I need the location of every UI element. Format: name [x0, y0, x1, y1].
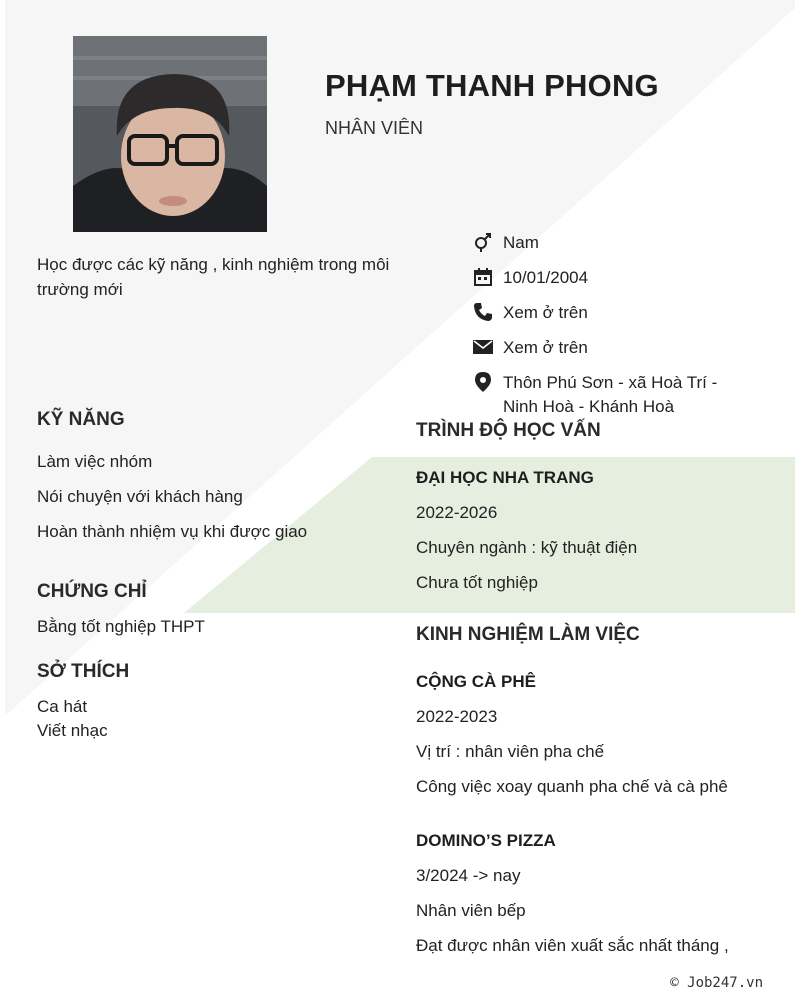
- experience-entry: [416, 829, 786, 969]
- certificate-item: Bằng tốt nghiệp THPT: [37, 617, 205, 636]
- company-name: DOMINO’S PIZZA: [416, 831, 556, 850]
- job-description: Công việc xoay quanh pha chế và cà phê: [416, 777, 728, 796]
- career-objective: Học được các kỹ năng , kinh nghiệm trong môi trường mới: [37, 255, 390, 299]
- address-value: Thôn Phú Sơn - xã Hoà Trí - Ninh Hoà - Khánh Hoà: [503, 373, 718, 416]
- phone-value: Xem ở trên: [503, 303, 588, 322]
- contact-email: [472, 336, 772, 360]
- contact-address: [472, 371, 772, 419]
- hobby-item: Ca hát: [37, 697, 88, 716]
- experience-entry: [416, 670, 786, 810]
- education-major: Chuyên ngành : kỹ thuật điện: [416, 538, 638, 557]
- hobby-item: Viết nhạc: [37, 721, 108, 740]
- location-pin-icon: [472, 371, 494, 393]
- calendar-icon: [472, 266, 494, 288]
- skill-item: Hoàn thành nhiệm vụ khi được giao: [37, 522, 308, 541]
- education-status: Chưa tốt nghiệp: [416, 573, 538, 592]
- job-period: 3/2024 -> nay: [416, 866, 521, 885]
- job-period: 2022-2023: [416, 707, 498, 726]
- certificates-title: CHỨNG CHỈ: [37, 581, 147, 602]
- job-description: Đạt được nhân viên xuất sắc nhất tháng ,: [416, 936, 729, 955]
- candidate-role: NHÂN VIÊN: [325, 118, 424, 138]
- certificates-list: [37, 615, 205, 639]
- job-position: Nhân viên bếp: [416, 901, 526, 920]
- education-title: TRÌNH ĐỘ HỌC VẤN: [416, 420, 601, 441]
- experience-title: KINH NGHIỆM LÀM VIỆC: [416, 624, 640, 645]
- contact-gender: [472, 231, 772, 255]
- contact-info: [472, 231, 772, 430]
- footer-brand: © Job247.vn: [670, 975, 763, 991]
- birthday-value: 10/01/2004: [503, 268, 589, 287]
- skill-item: Nói chuyện với khách hàng: [37, 487, 243, 506]
- phone-icon: [472, 301, 494, 323]
- school-name: ĐẠI HỌC NHA TRANG: [416, 468, 594, 487]
- gender-icon: [472, 231, 494, 253]
- education-period: 2022-2026: [416, 503, 498, 522]
- contact-phone: [472, 301, 772, 325]
- skills-title: KỸ NĂNG: [37, 409, 125, 430]
- email-value: Xem ở trên: [503, 338, 588, 357]
- hobbies-list: [37, 695, 108, 743]
- contact-birthday: [472, 266, 772, 290]
- gender-value: Nam: [503, 233, 539, 252]
- skills-list: [37, 450, 307, 555]
- envelope-icon: [472, 336, 494, 358]
- skill-item: Làm việc nhóm: [37, 452, 153, 471]
- hobbies-title: SỞ THÍCH: [37, 661, 130, 682]
- candidate-name: PHẠM THANH PHONG: [325, 68, 659, 103]
- profile-photo: [73, 36, 267, 232]
- company-name: CỘNG CÀ PHÊ: [416, 672, 536, 691]
- job-position: Vị trí : nhân viên pha chế: [416, 742, 605, 761]
- education-entry: [416, 466, 786, 606]
